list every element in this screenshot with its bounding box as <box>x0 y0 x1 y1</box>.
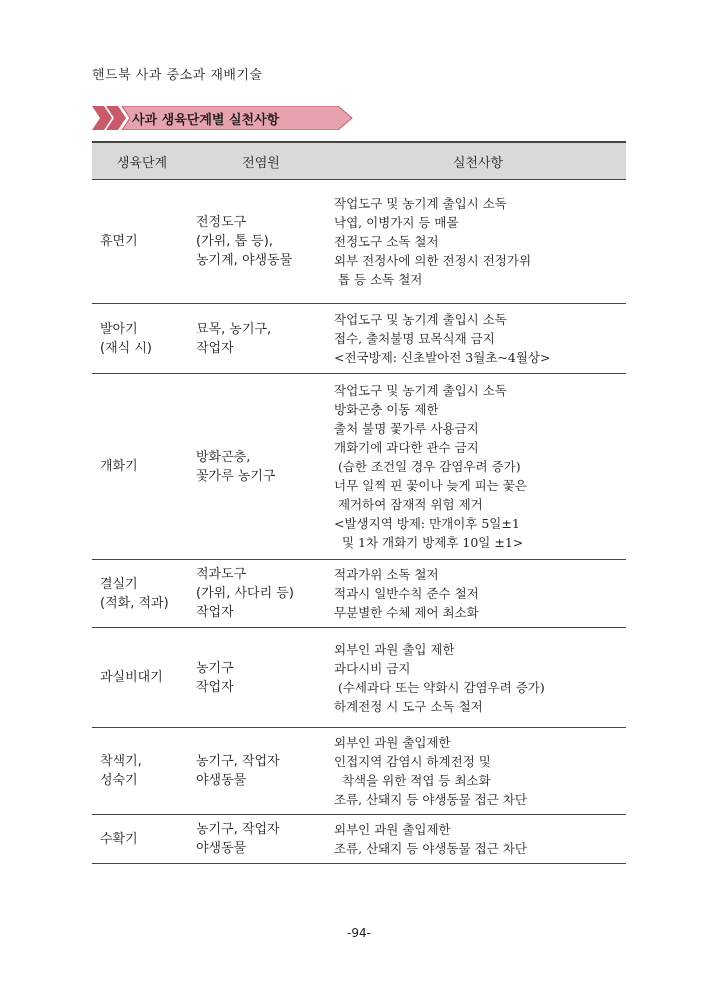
cell-line: 출처 불명 꽃가루 사용금지 <box>334 421 479 436</box>
stage-cell <box>92 374 192 560</box>
source-cell <box>192 628 330 728</box>
cell-line: 방화곤충 이동 제한 <box>334 402 439 417</box>
table-row <box>92 560 626 628</box>
page-number: -94- <box>347 926 371 940</box>
table-row <box>92 728 626 815</box>
cell-line: 수확기 <box>100 831 138 847</box>
cell-line: 작업자 <box>196 679 234 695</box>
cell-line: 무분별한 수체 제어 최소화 <box>334 605 479 620</box>
cell-line: 방화곤충, <box>196 449 251 465</box>
cell-line: (가위, 톱 등), <box>196 234 273 249</box>
cell-line: 외부 전정사에 의한 전정시 전정가위 <box>334 253 532 268</box>
stage-cell <box>92 304 192 374</box>
actions-cell <box>330 374 626 560</box>
cell-line: 및 1차 개화기 방제후 10일 ±1> <box>334 535 524 550</box>
cell-line: 발아기 <box>100 321 138 337</box>
cell-line: (재식 시) <box>100 340 152 356</box>
cell-line: 적과도구 <box>196 567 247 582</box>
stage-cell <box>92 815 192 864</box>
cell-line: 작업도구 및 농기계 출입시 소독 <box>334 383 507 398</box>
source-cell <box>192 560 330 628</box>
cell-line: 외부인 과원 출입 제한 <box>334 641 455 657</box>
cell-line: 적과시 일반수칙 준수 철저 <box>334 586 479 601</box>
running-header: 핸드북 사과 중소과 재배기술 <box>92 68 263 83</box>
actions-cell <box>330 815 626 864</box>
cell-line: 하계전정 시 도구 소독 철저 <box>334 698 483 714</box>
cell-line: 농기구, 작업자 <box>196 822 280 837</box>
cell-line: 작업자 <box>196 340 234 356</box>
cell-line: 꽃가루 농기구 <box>196 468 276 484</box>
cell-line: 조류, 산돼지 등 야생동물 접근 차단 <box>334 792 527 807</box>
source-cell <box>192 815 330 864</box>
actions-cell <box>330 180 626 304</box>
cell-line: 작업자 <box>196 605 234 620</box>
section-banner <box>92 106 354 130</box>
cell-line: 착색을 위한 적엽 등 최소화 <box>334 773 491 788</box>
cell-line: 외부인 과원 출입제한 <box>334 735 451 750</box>
cell-line: 묘목, 농기구, <box>196 321 272 337</box>
cell-line: <발생지역 방제: 만개이후 5일±1 <box>334 516 520 531</box>
table-row <box>92 815 626 864</box>
cell-line: <전국방제: 신초발아전 3월초~4월상> <box>334 350 551 365</box>
section-title: 사과 생육단계별 실천사항 <box>132 113 280 128</box>
column-header-source: 전염원 <box>192 142 330 180</box>
source-cell <box>192 180 330 304</box>
source-cell <box>192 374 330 560</box>
cell-line: (적화, 적과) <box>100 595 169 611</box>
cell-line: (습한 조건일 경우 감염우려 증가) <box>334 459 521 474</box>
column-header-stage: 생육단계 <box>92 142 192 180</box>
practice-table <box>92 141 626 864</box>
stage-cell <box>92 728 192 815</box>
cell-line: 결실기 <box>100 576 138 592</box>
stage-cell <box>92 180 192 304</box>
table-row <box>92 628 626 728</box>
cell-line: 조류, 산돼지 등 야생동물 접근 차단 <box>334 841 527 856</box>
cell-line: 작업도구 및 농기계 출입시 소독 <box>334 312 507 327</box>
cell-line: 개화기에 과다한 관수 금지 <box>334 440 479 455</box>
cell-line: (수세과다 또는 약화시 감염우려 증가) <box>334 679 545 695</box>
cell-line: 농기구 <box>196 660 234 676</box>
cell-line: (가위, 사다리 등) <box>196 586 294 601</box>
cell-line: 농기계, 야생동물 <box>196 253 293 268</box>
cell-line: 톱 등 소독 철저 <box>334 272 423 287</box>
cell-line: 작업도구 및 농기계 출입시 소독 <box>334 196 507 211</box>
cell-line: 인접지역 감염시 하계전정 및 <box>334 754 491 769</box>
column-header-actions: 실천사항 <box>330 142 626 180</box>
table-row <box>92 180 626 304</box>
cell-line: 개화기 <box>100 459 138 474</box>
table-header-row <box>92 142 626 180</box>
cell-line: 성숙기 <box>100 773 138 788</box>
cell-line: 전정도구 <box>196 215 247 230</box>
stage-cell <box>92 628 192 728</box>
actions-cell <box>330 628 626 728</box>
cell-line: 야생동물 <box>196 841 247 856</box>
cell-line: 휴면기 <box>100 234 138 249</box>
cell-line: 낙엽, 이병가지 등 매몰 <box>334 215 459 230</box>
cell-line: 야생동물 <box>196 773 247 788</box>
actions-cell <box>330 560 626 628</box>
actions-cell <box>330 728 626 815</box>
stage-cell <box>92 560 192 628</box>
cell-line: 외부인 과원 출입제한 <box>334 822 451 837</box>
cell-line: 제거하여 잠재적 위험 제거 <box>334 497 483 512</box>
table-row <box>92 304 626 374</box>
cell-line: 농기구, 작업자 <box>196 754 280 769</box>
cell-line: 전정도구 소독 철저 <box>334 234 439 249</box>
source-cell <box>192 728 330 815</box>
cell-line: 과실비대기 <box>100 670 163 685</box>
source-cell <box>192 304 330 374</box>
actions-cell <box>330 304 626 374</box>
cell-line: 접수, 출처불명 묘목식재 금지 <box>334 331 495 346</box>
table-row <box>92 374 626 560</box>
cell-line: 너무 일찍 핀 꽃이나 늦게 피는 꽃은 <box>334 478 527 493</box>
cell-line: 적과가위 소독 철저 <box>334 567 439 582</box>
cell-line: 착색기, <box>100 754 142 769</box>
cell-line: 과다시비 금지 <box>334 660 411 676</box>
